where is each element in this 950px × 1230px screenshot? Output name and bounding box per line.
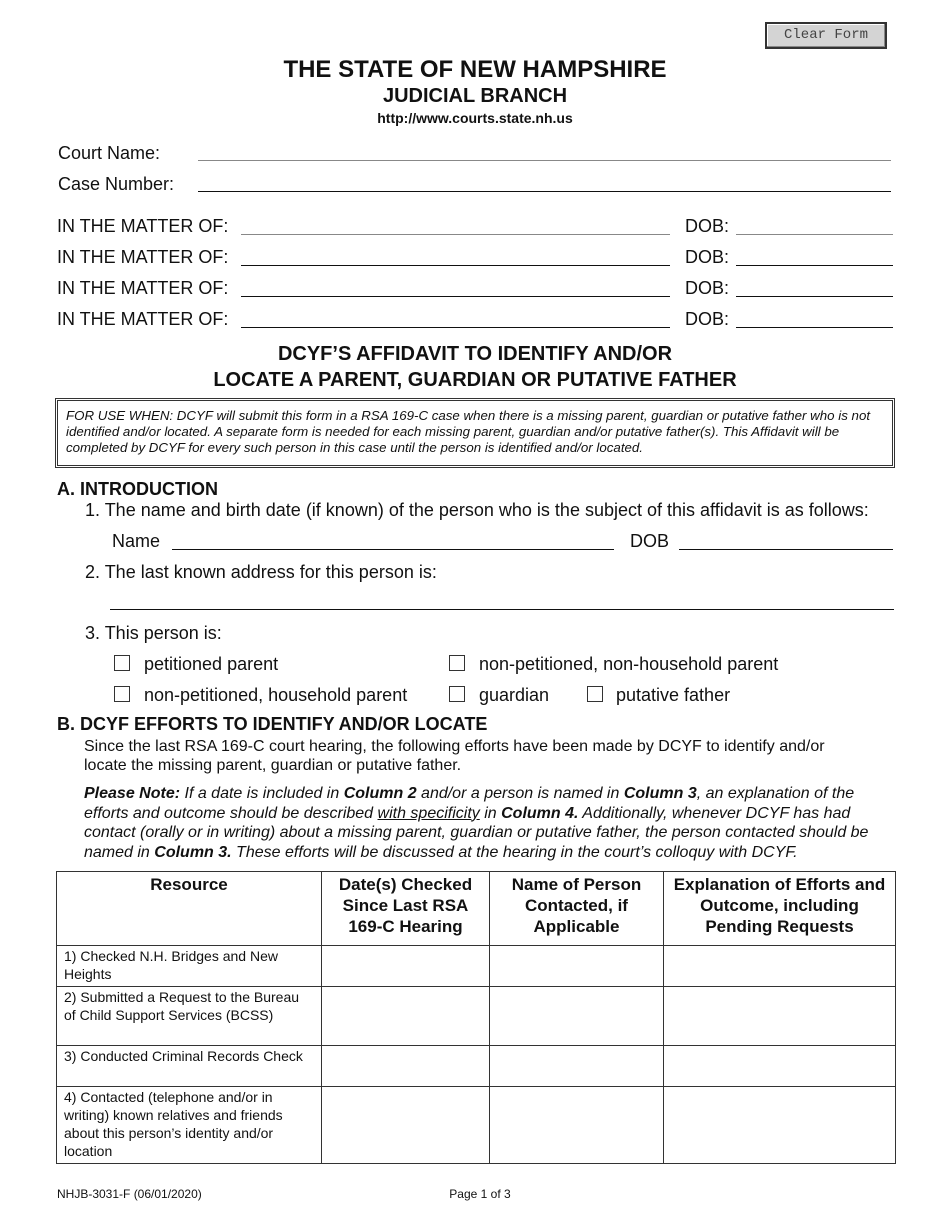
subject-dob-field[interactable] [679, 549, 893, 550]
table-row [57, 1087, 896, 1164]
matter-dob-field[interactable] [736, 327, 893, 328]
non-petitioned-non-household-checkbox[interactable] [449, 655, 465, 671]
item-2-text: 2. The last known address for this person is: [85, 562, 437, 582]
please-note-paragraph: Please Note: If a date is included in Column 2 and/or a person is named in Column 3, an explanation of the efforts and outcome should be described with specificity in Column 4. Additionally, whenever DCYF has had contact (orally or in writing) about a missing parent, guardian or putative father, the person contacted should be named in Column 3. These efforts will be discussed at the hearing in the court’s colloquy with DCYF. [84, 785, 869, 861]
person-cell[interactable] [490, 1046, 664, 1087]
explanation-cell[interactable] [664, 946, 896, 987]
clear-form-button[interactable]: Clear Form [765, 22, 887, 49]
header-person-contacted: Name of Person Contacted, if Applicable [490, 872, 664, 946]
table-row [57, 987, 896, 1046]
court-url: http://www.courts.state.nh.us [377, 110, 573, 126]
resource-cell: 2) Submitted a Request to the Bureau of Child Support Services (BCSS) [57, 987, 322, 1046]
putative-father-label: putative father [616, 685, 731, 705]
for-use-when-box: FOR USE WHEN: DCYF will submit this form in a RSA 169-C case when there is a missing parent, guardian or putative father who is not identified and/or located. A separate form is needed for each missing parent, guardian and/or putative father(s). This Affidavit will be completed by DCYF for every such person in this case until the person is identified and/or located. [55, 398, 895, 468]
form-id: NHJB-3031-F (06/01/2020) [57, 1187, 202, 1201]
matter-dob-field[interactable] [736, 234, 893, 235]
table-header-row [57, 872, 896, 946]
affidavit-title-line1: DCYF’S AFFIDAVIT TO IDENTIFY AND/OR [277, 343, 673, 365]
item-3-text: 3. This person is: [85, 623, 222, 643]
section-b-intro-line2: locate the missing parent, guardian or putative father. [84, 757, 462, 774]
person-cell[interactable] [490, 987, 664, 1046]
non-petitioned-household-checkbox[interactable] [114, 686, 130, 702]
matter-label: IN THE MATTER OF: [57, 278, 229, 298]
header-dates-checked: Date(s) Checked Since Last RSA 169-C Hearing [322, 872, 490, 946]
petitioned-parent-label: petitioned parent [144, 654, 279, 674]
date-cell[interactable] [322, 1087, 490, 1164]
efforts-table [56, 871, 896, 1164]
case-number-label: Case Number: [58, 174, 175, 194]
matter-name-field[interactable] [241, 327, 670, 328]
date-cell[interactable] [322, 987, 490, 1046]
resource-cell: 1) Checked N.H. Bridges and New Heights [57, 946, 322, 987]
petitioned-parent-checkbox[interactable] [114, 655, 130, 671]
explanation-cell[interactable] [664, 987, 896, 1046]
resource-cell: 3) Conducted Criminal Records Check [57, 1046, 322, 1087]
header-explanation: Explanation of Efforts and Outcome, including Pending Requests [664, 872, 896, 946]
matter-dob-label: DOB: [685, 216, 730, 236]
matter-label: IN THE MATTER OF: [57, 247, 229, 267]
explanation-cell[interactable] [664, 1087, 896, 1164]
header-resource: Resource [57, 872, 322, 946]
matter-dob-field[interactable] [736, 296, 893, 297]
non-petitioned-household-label: non-petitioned, household parent [144, 685, 408, 705]
matter-dob-label: DOB: [685, 309, 730, 329]
putative-father-checkbox[interactable] [587, 686, 603, 702]
last-known-address-field[interactable] [110, 609, 894, 610]
page-number: Page 1 of 3 [449, 1187, 511, 1201]
subject-dob-label: DOB [630, 531, 670, 551]
court-name-label: Court Name: [58, 143, 161, 163]
item-1-text: 1. The name and birth date (if known) of the person who is the subject of this affidavit is as follows: [85, 500, 869, 520]
resource-cell: 4) Contacted (telephone and/or in writing) known relatives and friends about this person’s identity and/or location [57, 1087, 322, 1164]
section-a-heading: A. INTRODUCTION [57, 479, 218, 499]
matter-dob-field[interactable] [736, 265, 893, 266]
case-number-field[interactable] [198, 191, 891, 192]
subject-name-field[interactable] [172, 549, 614, 550]
matter-label: IN THE MATTER OF: [57, 216, 229, 236]
matter-name-field[interactable] [241, 296, 670, 297]
matter-dob-label: DOB: [685, 278, 730, 298]
section-b-intro-line1: Since the last RSA 169-C court hearing, the following efforts have been made by DCYF to identify and/or [84, 738, 825, 755]
date-cell[interactable] [322, 1046, 490, 1087]
state-heading: THE STATE OF NEW HAMPSHIRE [283, 56, 667, 83]
matter-name-field[interactable] [241, 234, 670, 235]
court-name-field[interactable] [198, 160, 891, 161]
matter-name-field[interactable] [241, 265, 670, 266]
non-petitioned-non-household-label: non-petitioned, non-household parent [479, 654, 779, 674]
please-note-label: Please Note: [84, 785, 181, 802]
subject-name-label: Name [112, 531, 161, 551]
table-row [57, 946, 896, 987]
person-cell[interactable] [490, 946, 664, 987]
date-cell[interactable] [322, 946, 490, 987]
guardian-label: guardian [479, 685, 550, 705]
guardian-checkbox[interactable] [449, 686, 465, 702]
explanation-cell[interactable] [664, 1046, 896, 1087]
matter-dob-label: DOB: [685, 247, 730, 267]
branch-heading: JUDICIAL BRANCH [382, 85, 568, 107]
affidavit-title-line2: LOCATE A PARENT, GUARDIAN OR PUTATIVE FATHER [213, 369, 737, 391]
matter-label: IN THE MATTER OF: [57, 309, 229, 329]
table-row [57, 1046, 896, 1087]
section-b-heading: B. DCYF EFFORTS TO IDENTIFY AND/OR LOCATE [57, 714, 488, 734]
person-cell[interactable] [490, 1087, 664, 1164]
